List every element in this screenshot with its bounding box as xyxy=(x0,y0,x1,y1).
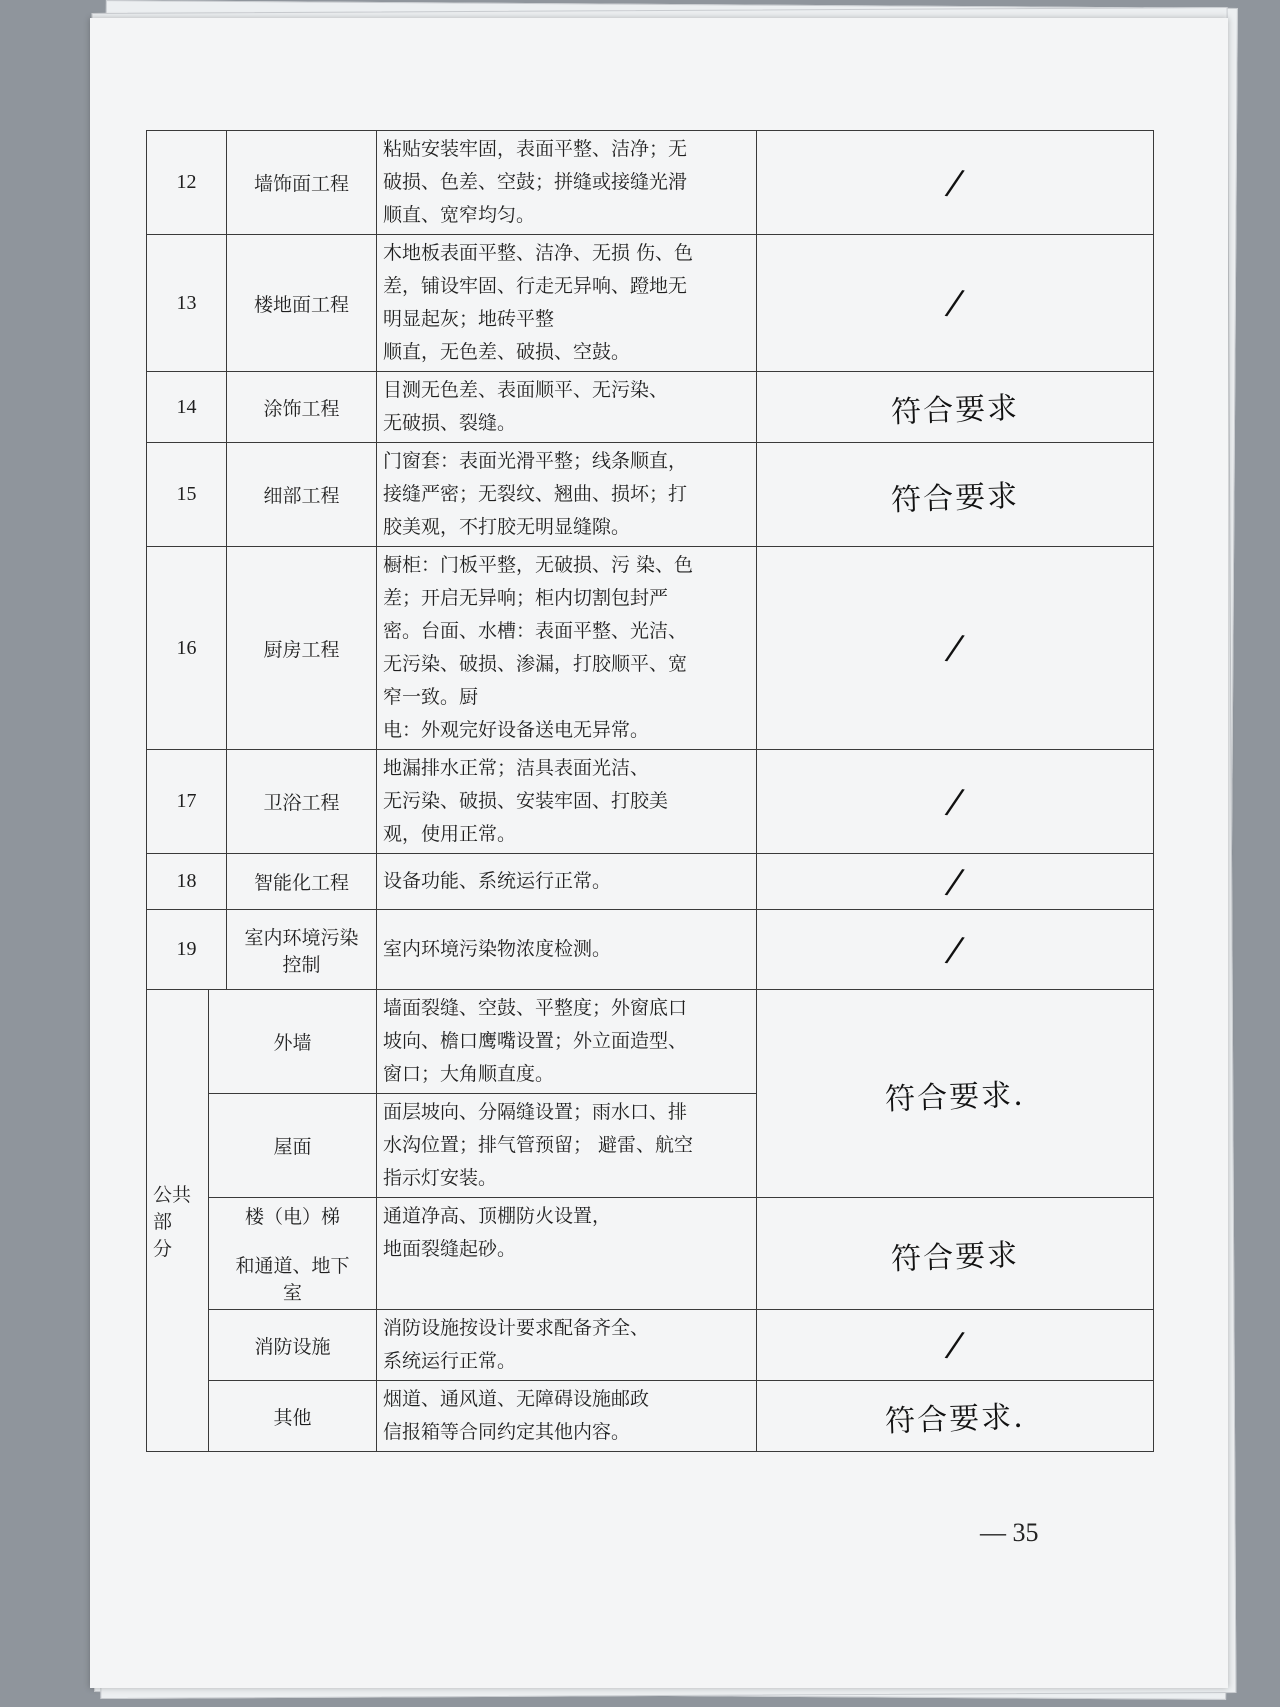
item-name: 室内环境污染 控制 xyxy=(227,910,377,990)
item-name: 涂饰工程 xyxy=(227,372,377,443)
handwritten-result: 符合要求. xyxy=(757,1381,1154,1452)
item-name: 楼（电）梯 和通道、地下 室 xyxy=(209,1198,377,1310)
item-name: 外墙 xyxy=(209,990,377,1094)
requirement-text: 橱柜：门板平整，无破损、污 染、色 差；开启无异响；柜内切割包封严 密。台面、水槽：表面平整、光洁、 无污染、破损、渗漏，打胶顺平、宽 窄一致。厨 电：外观完好设备送电无异常。 xyxy=(377,547,757,750)
group-label-public: 公共部 分 xyxy=(147,990,209,1452)
handwritten-result: 符合要求 xyxy=(757,1198,1154,1310)
requirement-text: 通道净高、顶棚防火设置， 地面裂缝起砂。 xyxy=(377,1198,757,1310)
result-mark: / xyxy=(757,750,1154,854)
requirement-text: 墙面裂缝、空鼓、平整度；外窗底口 坡向、檐口鹰嘴设置；外立面造型、 窗口；大角顺直度。 xyxy=(377,990,757,1094)
item-name: 墙饰面工程 xyxy=(227,131,377,235)
row-number: 13 xyxy=(147,235,227,372)
inspection-table xyxy=(146,130,1154,1452)
row-number: 17 xyxy=(147,750,227,854)
item-name: 楼地面工程 xyxy=(227,235,377,372)
handwritten-result: 符合要求. xyxy=(757,990,1154,1198)
requirement-text: 木地板表面平整、洁净、无损 伤、色 差，铺设牢固、行走无异响、蹬地无 明显起灰；地砖平整 顺直，无色差、破损、空鼓。 xyxy=(377,235,757,372)
requirement-text: 地漏排水正常；洁具表面光洁、 无污染、破损、安装牢固、打胶美 观，使用正常。 xyxy=(377,750,757,854)
handwritten-result: 符合要求 xyxy=(757,372,1154,443)
result-mark: / xyxy=(757,1310,1154,1381)
item-name: 卫浴工程 xyxy=(227,750,377,854)
row-number: 18 xyxy=(147,854,227,910)
row-number: 15 xyxy=(147,443,227,547)
table-row xyxy=(147,910,1154,990)
result-mark: / xyxy=(757,131,1154,235)
row-number: 12 xyxy=(147,131,227,235)
result-mark: / xyxy=(757,910,1154,990)
table-row xyxy=(147,1198,1154,1310)
requirement-text: 目测无色差、表面顺平、无污染、 无破损、裂缝。 xyxy=(377,372,757,443)
item-name: 细部工程 xyxy=(227,443,377,547)
requirement-text: 面层坡向、分隔缝设置；雨水口、排 水沟位置；排气管预留； 避雷、航空 指示灯安装。 xyxy=(377,1094,757,1198)
row-number: 19 xyxy=(147,910,227,990)
requirement-text: 室内环境污染物浓度检测。 xyxy=(377,910,757,990)
table-row xyxy=(147,1310,1154,1381)
requirement-text: 烟道、通风道、无障碍设施邮政 信报箱等合同约定其他内容。 xyxy=(377,1381,757,1452)
table-row xyxy=(147,854,1154,910)
requirement-text: 门窗套：表面光滑平整；线条顺直， 接缝严密；无裂纹、翘曲、损坏；打 胶美观，不打胶无明显缝隙。 xyxy=(377,443,757,547)
result-mark: / xyxy=(757,235,1154,372)
item-name: 消防设施 xyxy=(209,1310,377,1381)
result-mark: / xyxy=(757,547,1154,750)
table-row xyxy=(147,547,1154,750)
table-row xyxy=(147,443,1154,547)
item-name: 智能化工程 xyxy=(227,854,377,910)
row-number: 16 xyxy=(147,547,227,750)
table-row xyxy=(147,750,1154,854)
handwritten-result: 符合要求 xyxy=(757,443,1154,547)
row-number: 14 xyxy=(147,372,227,443)
document-page xyxy=(90,18,1228,1688)
requirement-text: 设备功能、系统运行正常。 xyxy=(377,854,757,910)
table-row xyxy=(147,1381,1154,1452)
requirement-text: 粘贴安装牢固，表面平整、洁净；无 破损、色差、空鼓；拼缝或接缝光滑 顺直、宽窄均匀。 xyxy=(377,131,757,235)
table-row xyxy=(147,372,1154,443)
item-name: 其他 xyxy=(209,1381,377,1452)
table-row xyxy=(147,990,1154,1094)
page-number: — 35 xyxy=(980,1518,1039,1547)
requirement-text: 消防设施按设计要求配备齐全、 系统运行正常。 xyxy=(377,1310,757,1381)
item-name: 厨房工程 xyxy=(227,547,377,750)
result-mark: / xyxy=(757,854,1154,910)
table-row xyxy=(147,235,1154,372)
table-row xyxy=(147,131,1154,235)
item-name: 屋面 xyxy=(209,1094,377,1198)
